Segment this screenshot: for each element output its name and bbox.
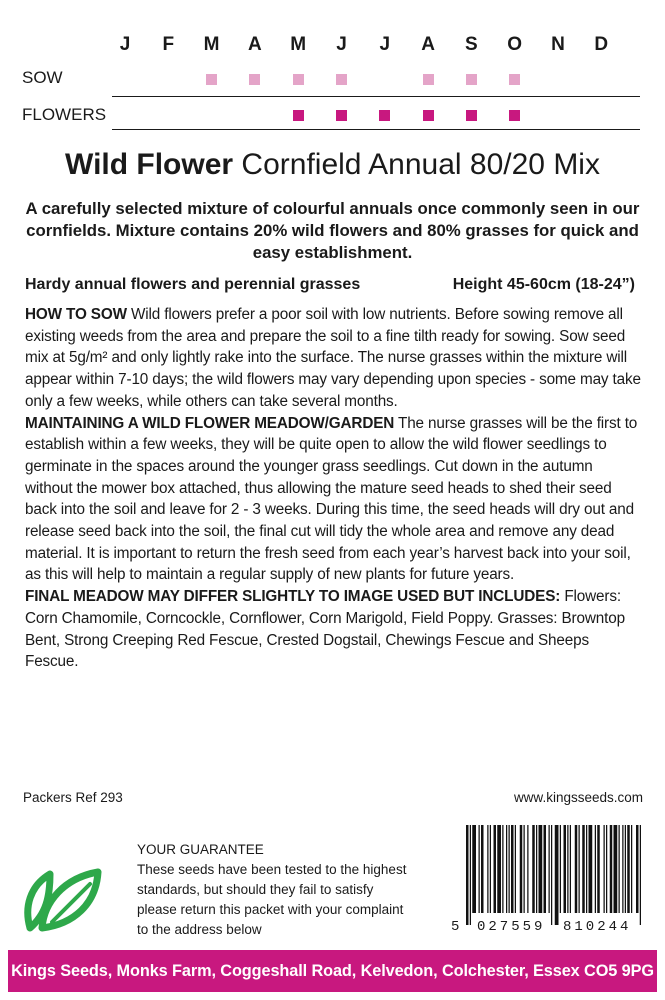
month-1: F <box>162 34 175 55</box>
sow-month-marker <box>466 74 477 85</box>
title-variety: Cornfield Annual 80/20 Mix <box>241 148 600 181</box>
sow-month-marker <box>249 74 260 85</box>
barcode-bar <box>570 825 571 913</box>
instructions <box>25 304 641 673</box>
barcode-bar <box>631 825 632 913</box>
height-text: Height 45-60cm (18-24”) <box>452 276 635 293</box>
sow-month-marker <box>509 74 520 85</box>
how-to-sow-text: Wild flowers prefer a poor soil with low nutrients. Before sowing remove all existing weeds from the area and prepare the soil to a fine tilth ready for sowing. Sow seed mix at 5g/m² and only lightly rake into the surface. The nurse grasses within the mixture will appear within 7-10 days; the wild flowers may vary depending upon species - some may take only a few weeks, while others can take several months. <box>25 306 641 410</box>
maintaining-paragraph <box>25 413 641 587</box>
flower-month-marker <box>509 110 520 121</box>
barcode-bar <box>524 825 525 913</box>
barcode-bar <box>610 825 613 913</box>
barcode-bar <box>479 825 480 913</box>
final-meadow-paragraph <box>25 586 641 673</box>
hardy-text: Hardy annual flowers and perennial grasses <box>25 276 361 293</box>
address-footer: Kings Seeds, Monks Farm, Coggeshall Road, Kelvedon, Colchester, Essex CO5 9PG <box>8 950 657 992</box>
month-8: S <box>465 34 478 55</box>
guarantee-heading: YOUR GUARANTEE <box>137 842 264 857</box>
sow-month-marker <box>336 74 347 85</box>
final-meadow-heading: FINAL MEADOW MAY DIFFER SLIGHTLY TO IMAGE USED BUT INCLUDES: <box>25 588 561 606</box>
guarantee <box>137 840 407 940</box>
barcode-bar <box>579 825 580 913</box>
barcode-bars <box>466 825 642 925</box>
barcode-bar <box>619 825 620 913</box>
flower-month-marker <box>423 110 434 121</box>
barcode-left-digits: 027559 <box>477 919 546 935</box>
maintaining-text: The nurse grasses will be the first to establish within a few weeks, they will be quite open to allow the wild flower seedlings to germinate in the spaces around the younger grass seedlings. Cut down in the autumn without the mower box attached, thus allowing the mature seed heads to shed their seed back into the soil and leave for 2 - 3 weeks. During this time, the seed heads will dry out and release seed back into the soil, the final cut will tidy the whole area and remove any dead material. It is important to return the fresh seed from each year’s harvest back into your soil, as this will help to maintain a regular supply of new plants for future years. <box>25 414 638 584</box>
barcode-bar <box>604 825 605 913</box>
barcode-bar <box>539 825 543 913</box>
flower-month-marker <box>466 110 477 121</box>
packers-ref: Packers Ref 293 <box>23 790 123 805</box>
sow-month-marker <box>423 74 434 85</box>
barcode-bar <box>502 825 503 913</box>
final-meadow-text: Flowers: Corn Chamomile, Corncockle, Cornflower, Corn Marigold, Field Poppy. Grasses: Browntop Bent, Strong Creeping Red Fescue, Crested Dogstail, Chewings Fescue and Sheeps Fescue. <box>25 588 625 671</box>
barcode-bar <box>481 825 484 913</box>
how-to-sow-heading: HOW TO SOW <box>25 306 127 323</box>
barcode-bar <box>586 825 587 913</box>
maintaining-heading: MAINTAINING A WILD FLOWER MEADOW/GARDEN <box>25 414 395 432</box>
barcode <box>451 825 644 940</box>
sow-month-marker <box>206 74 217 85</box>
guarantee-text: These seeds have been tested to the highest standards, but should they fail to satisfy please return this packet with your complaint to the address below <box>137 862 407 937</box>
month-10: N <box>551 34 565 55</box>
title-bold: Wild Flower <box>65 148 234 181</box>
barcode-bar <box>490 825 491 913</box>
barcode-bar <box>595 825 596 913</box>
sow-row-label: SOW <box>22 68 63 87</box>
barcode-bar <box>582 825 585 913</box>
barcode-bar <box>564 825 567 913</box>
sow-row-divider <box>112 96 640 97</box>
barcode-bar <box>606 825 607 913</box>
barcode-bar <box>627 825 630 913</box>
barcode-bar <box>532 825 535 913</box>
month-6: J <box>379 34 391 55</box>
barcode-bar <box>506 825 507 913</box>
intro-text: A carefully selected mixture of colourful annuals once commonly seen in our cornfields. Mixture contains 20% wild flowers and 80% grasses for quick and easy establishment. <box>25 199 640 262</box>
website-link[interactable]: www.kingsseeds.com <box>513 790 643 805</box>
month-0: J <box>119 34 131 55</box>
month-9: O <box>507 34 523 55</box>
barcode-bar <box>640 825 641 925</box>
barcode-bar <box>614 825 618 913</box>
month-2: M <box>203 34 220 55</box>
barcode-bar <box>589 825 593 913</box>
how-to-sow-paragraph <box>25 304 641 413</box>
barcode-bar <box>497 825 501 913</box>
barcode-first-digit: 5 <box>451 919 460 935</box>
barcode-bar <box>466 825 469 925</box>
barcode-bar <box>575 825 578 913</box>
product-title <box>0 148 665 182</box>
barcode-bar <box>527 825 528 913</box>
barcode-bar <box>472 825 476 913</box>
flower-month-marker <box>379 110 390 121</box>
barcode-bar <box>494 825 497 913</box>
barcode-bar <box>487 825 488 913</box>
barcode-bar <box>551 825 552 925</box>
barcode-bar <box>636 825 639 913</box>
month-11: D <box>594 34 609 55</box>
barcode-bar <box>511 825 514 913</box>
barcode-bar <box>536 825 537 913</box>
leaf-logo-icon <box>22 852 112 932</box>
barcode-bar <box>549 825 550 913</box>
barcode-bar <box>567 825 568 913</box>
sowing-calendar <box>0 0 665 140</box>
barcode-bar <box>509 825 510 913</box>
sow-month-marker <box>293 74 304 85</box>
barcode-bar <box>622 825 623 913</box>
month-5: J <box>336 34 347 55</box>
flower-month-marker <box>293 110 304 121</box>
month-7: A <box>421 34 435 55</box>
flower-month-marker <box>336 110 347 121</box>
barcode-bar <box>515 825 516 913</box>
barcode-right-digits: 810244 <box>563 919 632 935</box>
flowers-row-divider <box>112 129 640 130</box>
barcode-bar <box>555 825 559 925</box>
barcode-bar <box>625 825 626 913</box>
month-4: M <box>290 34 307 55</box>
barcode-bar <box>520 825 523 913</box>
barcode-bar <box>544 825 547 913</box>
flowers-row-label: FLOWERS <box>22 105 107 124</box>
barcode-bar <box>597 825 600 913</box>
barcode-bar <box>560 825 561 913</box>
barcode-bar <box>470 825 471 925</box>
month-3: A <box>248 34 262 55</box>
